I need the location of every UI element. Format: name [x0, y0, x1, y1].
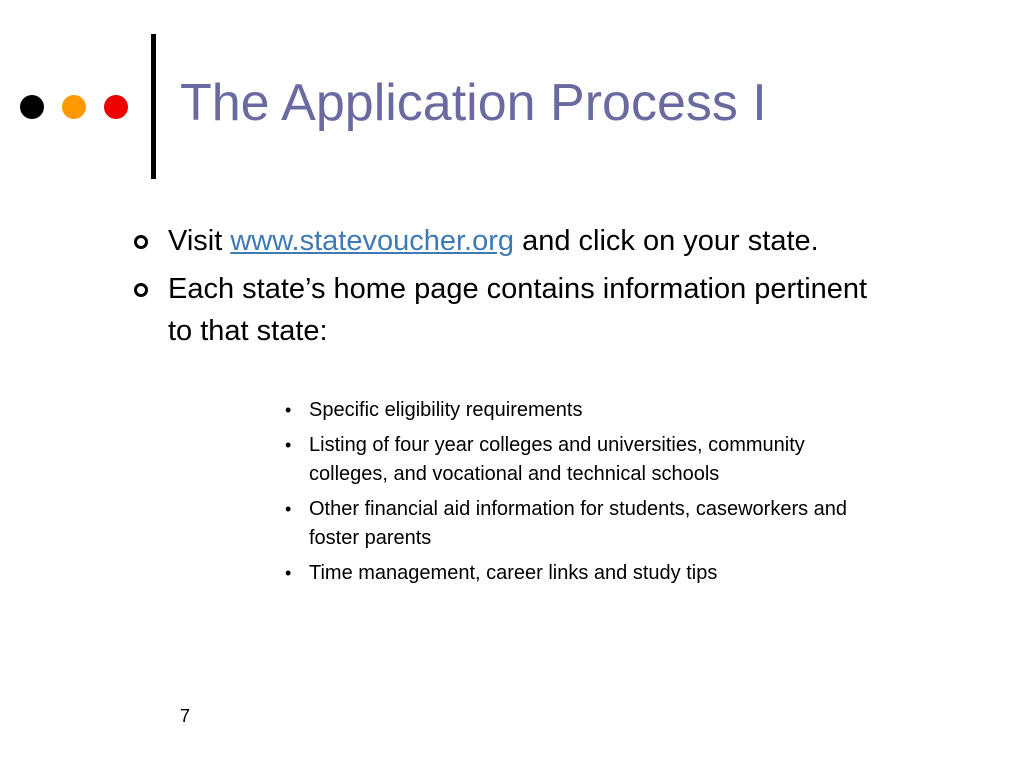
title-divider-line: [151, 34, 156, 179]
bullet-dot-icon: •: [285, 435, 292, 455]
bullet-dot-icon: •: [285, 400, 292, 420]
bullet-list: [168, 220, 868, 358]
bullet-dot-icon: •: [285, 563, 292, 583]
red-dot-icon: [104, 95, 128, 119]
bullet-visit-suffix: and click on your state.: [514, 225, 819, 257]
black-dot-icon: [20, 95, 44, 119]
bullet-ring-icon: [134, 283, 148, 297]
slide-title: The Application Process I: [180, 74, 767, 132]
sub-bullet-financial-aid: [285, 495, 869, 553]
sub-bullet-colleges: [285, 431, 869, 489]
bullet-state-home-page-text: Each state’s home page contains information pertinent to that state:: [168, 273, 868, 347]
bullet-dot-icon: •: [285, 499, 292, 519]
orange-dot-icon: [62, 95, 86, 119]
statevoucher-link[interactable]: www.statevoucher.org: [230, 225, 515, 257]
sub-bullet-text: Listing of four year colleges and universities, community colleges, and vocational and technical schools: [309, 434, 805, 485]
bullet-visit-prefix: Visit: [168, 225, 231, 257]
sub-bullet-text: Other financial aid information for students, caseworkers and foster parents: [309, 498, 848, 549]
sub-bullet-eligibility: [285, 396, 869, 425]
page-number: 7: [180, 706, 191, 726]
sub-bullet-text: Time management, career links and study tips: [309, 562, 718, 584]
sub-bullet-time-management: [285, 559, 869, 588]
bullet-item-visit: [168, 220, 868, 262]
sub-bullet-list: [285, 396, 869, 594]
sub-bullet-text: Specific eligibility requirements: [309, 399, 583, 421]
bullet-item-state-home-page: [168, 268, 868, 352]
bullet-ring-icon: [134, 235, 148, 249]
